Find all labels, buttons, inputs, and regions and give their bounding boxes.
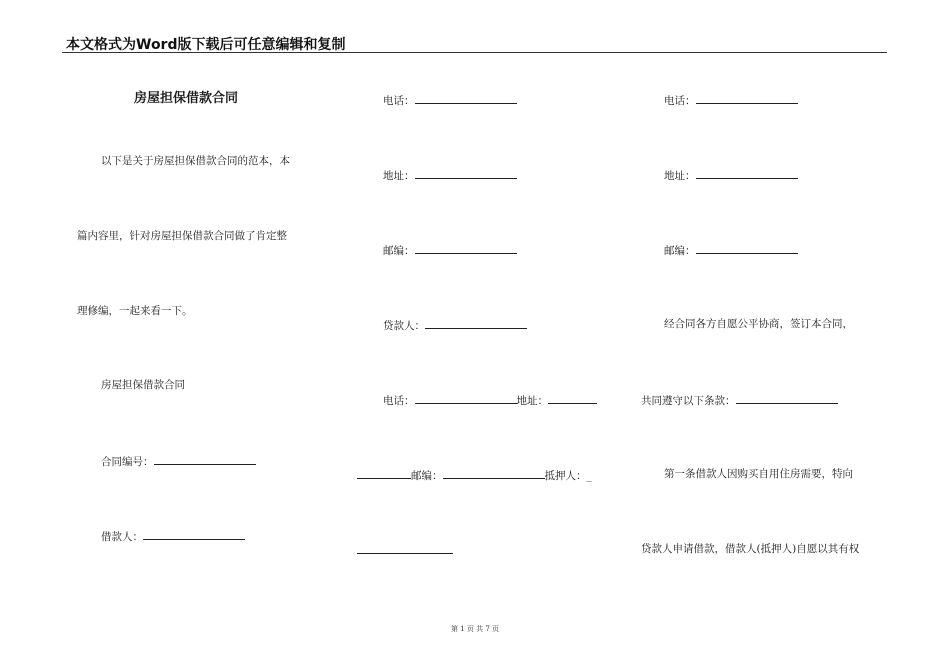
lender-phone-address-field xyxy=(383,393,597,407)
mortgagor-address-label: 地址： xyxy=(664,170,696,182)
borrower-postcode-field xyxy=(383,243,517,257)
lender-phone-label: 电话： xyxy=(383,395,415,407)
phone-blank xyxy=(415,93,517,104)
borrower-blank xyxy=(143,529,245,540)
intro-line-2: 篇内容里，针对房屋担保借款合同做了肯定整 xyxy=(77,230,287,242)
postcode-label: 邮编： xyxy=(383,245,415,257)
lender-field xyxy=(383,318,527,332)
header-divider xyxy=(62,52,887,53)
mortgagor-blank xyxy=(357,553,453,554)
address-blank xyxy=(415,168,517,179)
contract-number-field xyxy=(101,454,256,468)
document-title: 房屋担保借款合同 xyxy=(134,91,239,106)
mortgagor-phone-field xyxy=(664,93,798,107)
header-title: 本文格式为Word版下载后可任意编辑和复制 xyxy=(66,37,346,53)
lender-phone-blank xyxy=(415,393,517,404)
page-footer: 第 1 页 共 7 页 xyxy=(450,625,500,633)
contract-subtitle: 房屋担保借款合同 xyxy=(101,379,185,391)
mortgagor-address-field xyxy=(664,168,798,182)
borrower-field xyxy=(101,529,245,543)
intro-line-1: 以下是关于房屋担保借款合同的范本，本 xyxy=(101,155,290,167)
comply-line xyxy=(641,393,838,407)
mortgagor-postcode-field xyxy=(664,243,798,257)
mortgagor-postcode-blank xyxy=(696,243,798,254)
intro-line-3: 理修编，一起来看一下。 xyxy=(77,305,193,317)
comply-text: 共同遵守以下条款： xyxy=(641,395,736,407)
lender-blank xyxy=(425,318,527,329)
phone-label: 电话： xyxy=(383,95,415,107)
mortgagor-phone-label: 电话： xyxy=(664,95,696,107)
mortgagor-blank-start: _ xyxy=(586,470,592,482)
article1-line-2: 贷款人申请借款，借款人(抵押人)自愿以其有权 xyxy=(641,543,860,555)
lender-postcode-label: 邮编： xyxy=(411,470,443,482)
borrower-address-field xyxy=(383,168,517,182)
contract-number-label: 合同编号： xyxy=(101,456,154,468)
address-label: 地址： xyxy=(383,170,415,182)
lender-label: 贷款人： xyxy=(383,320,425,332)
agreement-line: 经合同各方自愿公平协商，签订本合同， xyxy=(664,318,853,330)
mortgagor-label: 抵押人： xyxy=(544,470,587,482)
lender-postcode-blank xyxy=(443,468,545,479)
mortgagor-postcode-label: 邮编： xyxy=(664,245,696,257)
lender-address-blank-cont xyxy=(357,468,411,479)
lender-address-blank xyxy=(548,393,597,404)
borrower-label: 借款人： xyxy=(101,531,143,543)
mortgagor-address-blank xyxy=(696,168,798,179)
borrower-phone-field xyxy=(383,93,517,107)
mortgagor-phone-blank xyxy=(696,93,798,104)
lender-address-label: 地址： xyxy=(516,395,548,407)
contract-number-blank xyxy=(154,454,256,465)
postcode-blank xyxy=(415,243,517,254)
comply-blank xyxy=(736,393,838,404)
lender-postcode-mortgagor-field xyxy=(357,468,592,482)
article1-line-1: 第一条借款人因购买自用住房需要，特向 xyxy=(664,468,853,480)
